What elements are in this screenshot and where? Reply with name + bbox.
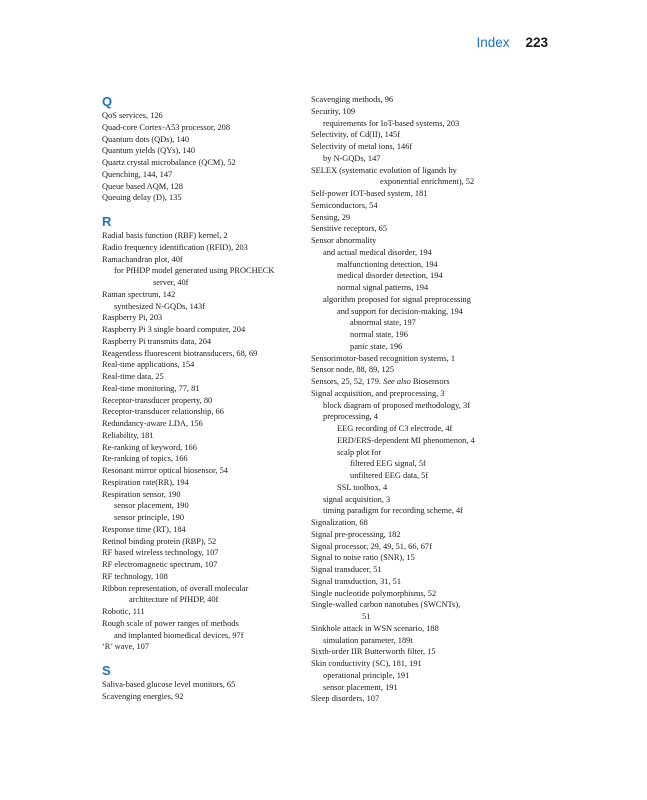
index-entry: Sixth-order IIR Butterworth filter, 15 bbox=[311, 647, 436, 657]
index-entry: Sensing, 29 bbox=[311, 212, 351, 222]
index-entry: Sensor abnormality bbox=[311, 236, 377, 245]
index-entry: SSL toolbox, 4 bbox=[337, 482, 388, 492]
index-entry: and actual medical disorder, 194 bbox=[323, 247, 432, 257]
index-entry: algorithm proposed for signal preprocessing bbox=[323, 294, 471, 304]
index-entry: ERD/ERS-dependent MI phenomenon, 4 bbox=[337, 435, 475, 445]
index-entry: and implanted biomedical devices, 97f bbox=[114, 630, 244, 640]
index-entry: Real-time applications, 154 bbox=[102, 360, 195, 370]
index-entry: Re-ranking of topics, 166 bbox=[102, 454, 188, 464]
index-entry: SELEX (systematic evolution of ligands by bbox=[311, 165, 457, 175]
section-label: Index bbox=[476, 35, 510, 50]
index-entry: panic state, 196 bbox=[350, 341, 403, 351]
index-entry: and support for decision-making, 194 bbox=[337, 306, 463, 316]
see-also-label: See also bbox=[383, 377, 411, 386]
index-column-right bbox=[311, 94, 551, 705]
index-entry: Raspberry Pi, 203 bbox=[102, 313, 163, 323]
index-entry: Signal transducer, 51 bbox=[311, 565, 382, 574]
index-entry: Signalization, 68 bbox=[311, 518, 368, 527]
index-entry: Queuing delay (D), 135 bbox=[102, 193, 182, 203]
index-entry: EEG recording of C3 electrode, 4f bbox=[337, 424, 453, 433]
running-head bbox=[476, 35, 548, 50]
index-entry: Single nucleotide polymorphisms, 52 bbox=[311, 588, 437, 598]
index-entry: Sensitive receptors, 65 bbox=[311, 224, 388, 234]
index-entry: Saliva-based glucose level monitors, 65 bbox=[102, 680, 236, 689]
index-entry: RF electromagnetic spectrum, 107 bbox=[102, 560, 218, 569]
index-entry: Receptor-transducer relationship, 66 bbox=[102, 407, 224, 417]
index-entry: Radial basis function (RBF) kernel, 2 bbox=[102, 231, 228, 240]
index-entry: preprocessing, 4 bbox=[323, 412, 378, 422]
index-entry: Quantum yields (QYs), 140 bbox=[102, 146, 196, 156]
index-entry: sensor principle, 190 bbox=[114, 513, 185, 522]
index-entry: Scavenging methods, 96 bbox=[311, 95, 394, 104]
index-entry: Sensor node, 88, 89, 125 bbox=[311, 365, 395, 375]
index-entry: operational principle, 191 bbox=[323, 670, 410, 680]
index-entry: Real-time data, 25 bbox=[102, 372, 164, 381]
index-entry: Security, 109 bbox=[311, 106, 356, 116]
index-entry: Receptor-transducer property, 80 bbox=[102, 395, 213, 405]
index-entry: Skin conductivity (SC), 181, 191 bbox=[311, 659, 422, 668]
index-entry: block diagram of proposed methodology, 3f bbox=[323, 400, 470, 410]
index-entry: normal signal patterns, 194 bbox=[337, 283, 429, 292]
index-entry: Signal processor, 29, 49, 51, 66, 67f bbox=[311, 541, 432, 551]
index-entry: Resonant mirror optical biosensor, 54 bbox=[102, 466, 228, 475]
index-entry: Sensorimotor-based recognition systems, 1 bbox=[311, 353, 456, 363]
index-entry: unfiltered EEG data, 5f bbox=[350, 471, 429, 480]
index-entry: Respiration sensor, 190 bbox=[102, 489, 181, 499]
index-entry: Response time (RT), 184 bbox=[102, 524, 186, 534]
index-entry: Respiration rate(RR), 194 bbox=[102, 477, 189, 487]
index-entry: Sinkhole attack in WSN scenario, 188 bbox=[311, 623, 439, 633]
index-entry: timing paradigm for recording scheme, 4f bbox=[323, 506, 464, 516]
index-entry: Self-power IOT-based system, 181 bbox=[311, 189, 428, 198]
index-entry: scalp plot for bbox=[337, 447, 382, 457]
index-entry: ‘R’ wave, 107 bbox=[102, 642, 150, 652]
index-entry: malfunctioning detection, 194 bbox=[337, 259, 438, 269]
index-entry: Raspberry Pi transmits data, 204 bbox=[102, 336, 212, 346]
index-entry: Rough scale of power ranges of methods bbox=[102, 618, 239, 628]
index-entry: synthesized N-GQDs, 143f bbox=[114, 301, 205, 311]
index-entry: medical disorder detection, 194 bbox=[337, 271, 443, 281]
index-entry: Real-time monitoring, 77, 81 bbox=[102, 383, 200, 393]
index-entry: Signal transduction, 31, 51 bbox=[311, 576, 402, 586]
index-entry: for PfHDP model generated using PROCHECK bbox=[114, 266, 275, 276]
index-entry: by N-GQDs, 147 bbox=[323, 153, 381, 163]
index-entry: architecture of PfHDP, 40f bbox=[129, 595, 219, 605]
index-entry: Scavenging energies, 92 bbox=[102, 691, 184, 701]
index-entry: Reliability, 181 bbox=[102, 430, 154, 440]
index-entry: Retinol binding protein (RBP), 52 bbox=[102, 536, 217, 546]
index-entry: Sleep disorders, 107 bbox=[311, 694, 380, 704]
index-column-left bbox=[102, 94, 307, 703]
index-entry: 51 bbox=[362, 612, 371, 621]
index-entry: filtered EEG signal, 5f bbox=[350, 459, 426, 469]
index-entry: Quenching, 144, 147 bbox=[102, 169, 173, 179]
index-entry: signal acquisition, 3 bbox=[323, 494, 391, 504]
index-entry: Signal acquisition, and preprocessing, 3 bbox=[311, 388, 445, 398]
index-entry: exponential enrichment), 52 bbox=[380, 177, 475, 187]
index-entry: sensor placement, 190 bbox=[114, 501, 189, 511]
index-entry: RF based wireless technology, 107 bbox=[102, 548, 219, 558]
index-entry: Re-ranking of keyword, 166 bbox=[102, 442, 197, 452]
index-entry-text: Sensors, 25, 52, 179. bbox=[311, 377, 382, 386]
index-entry: Reagentless fluorescent biotransducers, 68, 69 bbox=[102, 348, 258, 358]
index-entry: Selectivity of metal ions, 146f bbox=[311, 142, 413, 151]
index-entry: server, 40f bbox=[153, 278, 189, 287]
index-entry: Redundancy-aware LDA, 156 bbox=[102, 419, 203, 428]
index-entry: Single-walled carbon nanotubes (SWCNTs), bbox=[311, 600, 461, 610]
index-entry: simulation parameter, 189t bbox=[323, 635, 413, 645]
index-entry: Ramachandran plot, 40f bbox=[102, 254, 183, 264]
index-entry: normal state, 196 bbox=[350, 330, 408, 339]
index-entry: sensor placement, 191 bbox=[323, 682, 398, 692]
index-entry: Raspberry Pi 3 single board computer, 204 bbox=[102, 325, 246, 334]
page-number: 223 bbox=[525, 35, 548, 50]
index-entry: QoS services, 126 bbox=[102, 111, 163, 120]
index-entry: abnormal state, 197 bbox=[350, 318, 416, 328]
index-entry: Raman spectrum, 142 bbox=[102, 289, 176, 299]
index-entry: Quad-core Cortex-A53 processor, 208 bbox=[102, 122, 231, 132]
index-entry bbox=[311, 376, 551, 388]
index-entry: Queue based AQM, 128 bbox=[102, 181, 183, 191]
index-entry: Radio frequency identification (RFID), 203 bbox=[102, 242, 248, 252]
index-entry: requirements for IoT-based systems, 203 bbox=[323, 118, 460, 128]
index-entry: Quantum dots (QDs), 140 bbox=[102, 134, 190, 144]
see-also-target: Biosensors bbox=[412, 377, 450, 386]
section-letter: R bbox=[102, 214, 112, 229]
index-entry: Robotic, 111 bbox=[102, 607, 145, 616]
index-entry: Signal pre-processing, 182 bbox=[311, 529, 401, 539]
index-entry: Signal to noise ratio (SNR), 15 bbox=[311, 553, 415, 563]
index-entry: Semiconductors, 54 bbox=[311, 200, 378, 210]
index-entry: Selectivity, of Cd(II), 145f bbox=[311, 130, 400, 140]
section-letter: S bbox=[102, 663, 111, 678]
index-entry: RF technology, 108 bbox=[102, 571, 168, 581]
index-entry: Ribbon representation, of overall molecular bbox=[102, 583, 249, 593]
index-entry: Quartz crystal microbalance (QCM), 52 bbox=[102, 158, 236, 167]
section-letter: Q bbox=[102, 94, 113, 109]
